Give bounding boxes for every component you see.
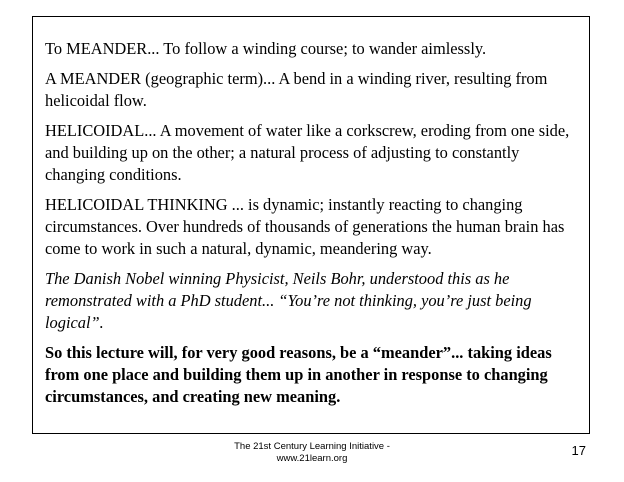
definition-helicoidal-thinking: HELICOIDAL THINKING ... is dynamic; instantly reacting to changing circumstances. Over hundreds of thousands of generations the human brain has come to work in such a natural, dynamic, meandering way. [45,195,565,258]
page-number: 17 [571,443,586,458]
footer-website: www.21learn.org [276,453,348,464]
footer-organization: The 21st Century Learning Initiative - [234,441,390,452]
bohr-quote: The Danish Nobel winning Physicist, Neils Bohr, understood this as he remonstrated with a PhD student... “You’re not thinking, you’re just being logical”. [45,269,532,332]
slide-text-box [32,16,590,434]
lecture-summary: So this lecture will, for very good reasons, be a “meander”... taking ideas from one place and building them up in another in response to changing circumstances, and creating new meaning. [45,343,552,406]
definition-meander: To MEANDER... To follow a winding course; to wander aimlessly. [45,39,487,58]
footer-credit [200,441,424,465]
definition-helicoidal: HELICOIDAL... A movement of water like a corkscrew, eroding from one side, and building up on the other; a natural process of adjusting to constantly changing conditions. [45,121,570,184]
definition-meander-geographic: A MEANDER (geographic term)... A bend in a winding river, resulting from helicoidal flow. [45,69,548,110]
